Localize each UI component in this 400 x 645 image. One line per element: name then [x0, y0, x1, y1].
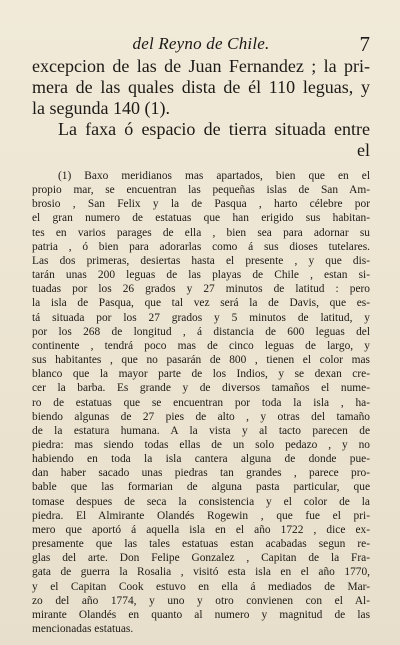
- footnote-line: piedra. El Almirante Olandés Rogewin , que fue el pri-: [32, 509, 370, 522]
- footnote-line: tes en varios parages de ella , bien sea para adornar su: [32, 226, 370, 239]
- footnote-line: (1) Baxo meridianos mas apartados, bien que en el: [58, 170, 370, 182]
- footnote-line: tuadas por los 26 grados y 27 minutos de latitud : pero: [32, 283, 370, 296]
- footnote-line: dan haber sacado unas piedras tan grandes , parece pro-: [32, 467, 370, 480]
- footnote-line: y el Capitan Cook estuvo en ella á mediados de Mar-: [32, 580, 370, 593]
- footnote-line: blanco que la mayor parte de los Indios, y se dexan cre-: [32, 368, 370, 381]
- footnote-line: bable que las formarian de alguna pasta particular, que: [32, 481, 370, 494]
- main-text-line: excepcion de las de Juan Fernandez ; la pri-: [32, 56, 370, 76]
- footnote-line: sus habitantes , que no pasarán de 800 , tienen el color mas: [32, 354, 370, 367]
- page-number: 7: [359, 32, 370, 56]
- footnote-line: biendo algunas de 27 pies de alto , y otras del tamaño: [32, 410, 370, 423]
- footnote-line: por los 268 de longitud , á distancia de 600 leguas del: [32, 325, 370, 338]
- footnote-line: de la estatura humana. A la vista y al tacto parecen de: [32, 424, 370, 437]
- footnote-line: el gran numero de estatuas que han erigido sus habitan-: [32, 212, 370, 225]
- main-text-line: la segunda 140 (1).: [32, 98, 170, 118]
- footnote-line: mirante Olandés en quanto al numero y magnitud de las: [32, 608, 370, 621]
- footnote-line: mencionadas estatuas.: [32, 623, 134, 635]
- footnote-line: ro de estatuas que se encuentran por toda la isla , ha-: [32, 396, 370, 409]
- footnote-line: habiendo en toda la isla cantera alguna de donde pue-: [32, 453, 370, 466]
- catchword: el: [357, 140, 370, 160]
- footnote-line: tarán unas 200 leguas de las playas de Chile , estan si-: [32, 269, 370, 282]
- footnote-line: cer la barba. Es grande y de diversos tamaños el nume-: [32, 382, 370, 395]
- footnote-line: presamente que las tales estatuas estan acabadas segun re-: [32, 538, 370, 551]
- footnote-line: patria , ó bien para adorarlas como á sus dioses tutelares.: [32, 240, 370, 253]
- main-text-line: La faxa ó espacio de tierra situada entre: [58, 119, 370, 139]
- footnote-line: gata de guerra la Rosalia , visitó esta isla en el año 1770,: [32, 566, 370, 579]
- footnote-line: Las dos primeras, desiertas hasta el presente , y que dis-: [32, 254, 370, 267]
- footnote-line: tá situada por los 27 grados y 5 minutos de latitud, y: [32, 311, 370, 324]
- running-title: del Reyno de Chile.: [132, 34, 270, 53]
- main-text: [32, 56, 370, 161]
- footnote-line: piedra: mas siendo todas ellas de un solo pedazo , y no: [32, 438, 370, 451]
- footnote-line: continente , tendrá poco mas de cinco leguas de largo, y: [32, 339, 370, 352]
- footnote-line: mero que aportó á aquella isla en el año 1722 , dice ex-: [32, 523, 370, 536]
- footnote: [32, 169, 370, 636]
- running-head: [32, 34, 370, 56]
- main-text-line: mera de las quales dista de él 110 leguas, y: [32, 77, 370, 97]
- footnote-line: brosio , San Felix y la de Pasqua , harto célebre por: [32, 198, 370, 211]
- footnote-line: la isla de Pasqua, que tal vez será la de Davis, que es-: [32, 297, 370, 310]
- footnote-line: tomase despues de seca la consistencia y el color de la: [32, 495, 370, 508]
- footnote-line: zo del año 1774, y uno y otro convienen con el Al-: [32, 594, 370, 607]
- footnote-line: glas del arte. Don Felipe Gonzalez , Capitan de la Fra-: [32, 552, 370, 565]
- footnote-line: propio mar, se encuentran las pequeñas islas de San Am-: [32, 184, 370, 197]
